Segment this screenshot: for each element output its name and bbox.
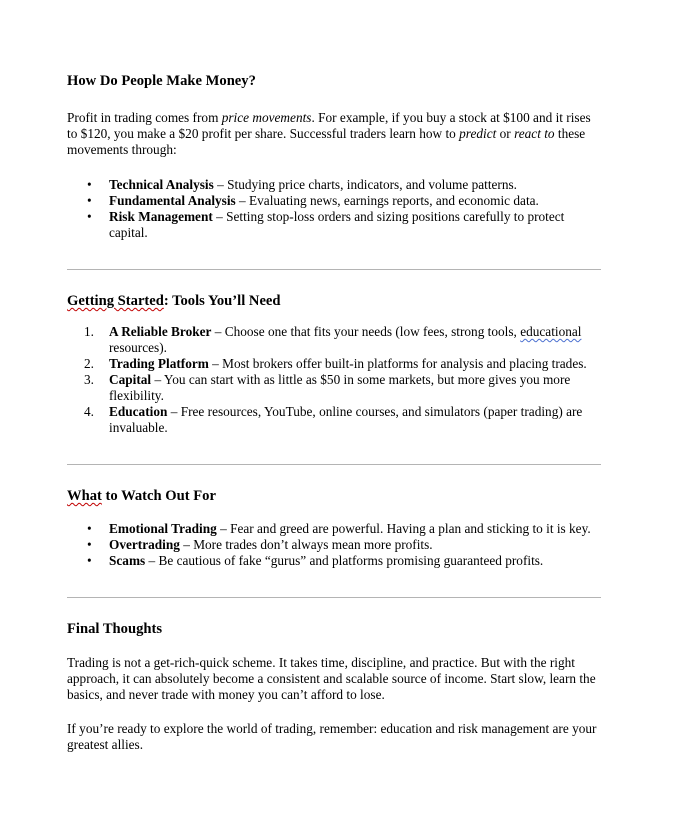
horizontal-divider xyxy=(67,269,601,270)
bullet-icon: • xyxy=(87,209,92,224)
list-item: • Scams – Be cautious of fake “gurus” and platforms promising guaranteed profits. xyxy=(87,553,544,568)
section-heading-watch-out: What to Watch Out For xyxy=(67,488,216,504)
list-item: 1. A Reliable Broker – Choose one that fits your needs (low fees, strong tools, educational resources). xyxy=(84,324,582,355)
warnings-list xyxy=(67,521,603,569)
list-item: • Emotional Trading – Fear and greed are powerful. Having a plan and sticking to it is key. xyxy=(87,521,591,536)
intro-paragraph: Profit in trading comes from price movements. For example, if you buy a stock at $100 and it rises to $120, you make a $20 profit per share. Successful traders learn how to predict or react to these movements through: xyxy=(67,110,591,157)
tools-list xyxy=(67,324,603,436)
bullet-icon: • xyxy=(87,177,92,192)
section-heading-make-money: How Do People Make Money? xyxy=(67,73,256,89)
list-item: 3. Capital – You can start with as little as $50 in some markets, but more gives you more flexibility. xyxy=(84,372,571,403)
bullet-icon: • xyxy=(87,193,92,208)
list-item: 2. Trading Platform – Most brokers offer built-in platforms for analysis and placing trades. xyxy=(84,356,587,371)
section-heading-getting-started: Getting Started: Tools You’ll Need xyxy=(67,293,281,309)
list-item: • Fundamental Analysis – Evaluating news, earnings reports, and economic data. xyxy=(87,193,539,208)
bullet-icon: • xyxy=(87,553,92,568)
horizontal-divider xyxy=(67,597,601,598)
horizontal-divider xyxy=(67,464,601,465)
list-item: • Overtrading – More trades don’t always mean more profits. xyxy=(87,537,433,552)
list-item: • Technical Analysis – Studying price charts, indicators, and volume patterns. xyxy=(87,177,517,192)
list-item: 4. Education – Free resources, YouTube, online courses, and simulators (paper trading) are invaluable. xyxy=(84,404,583,435)
bullet-icon: • xyxy=(87,521,92,536)
methods-list xyxy=(67,177,603,241)
final-paragraph-2: If you’re ready to explore the world of trading, remember: education and risk management are your greatest allies. xyxy=(67,721,597,752)
list-item: • Risk Management – Setting stop-loss orders and sizing positions carefully to protect capital. xyxy=(87,209,565,240)
section-heading-final-thoughts: Final Thoughts xyxy=(67,621,163,637)
document-content xyxy=(67,72,603,753)
final-paragraph-1: Trading is not a get-rich-quick scheme. It takes time, discipline, and practice. But with the right approach, it can absolutely become a consistent and scalable source of income. Start slow, learn the basics, and never trade with money you can’t afford to lose. xyxy=(67,655,596,702)
bullet-icon: • xyxy=(87,537,92,552)
